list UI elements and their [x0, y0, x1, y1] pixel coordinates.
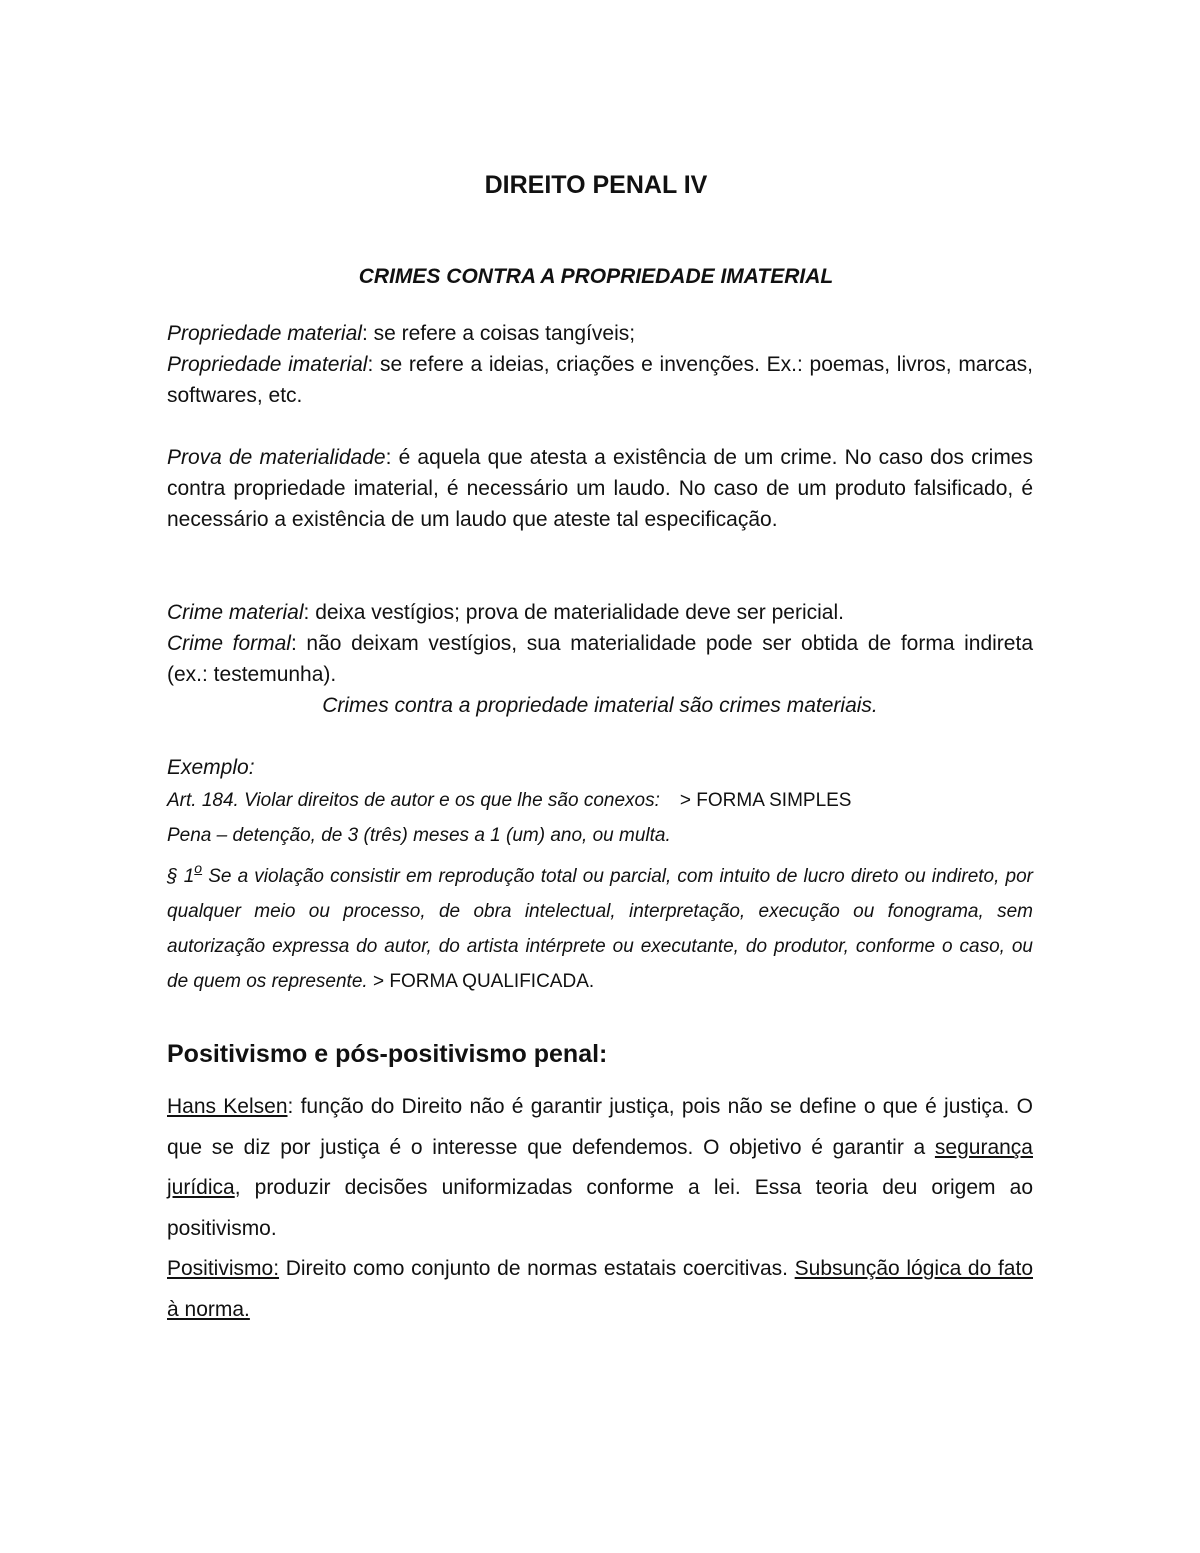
prova-block	[167, 442, 1033, 535]
paragraph-1	[167, 853, 1033, 999]
document-subtitle: CRIMES CONTRA A PROPRIEDADE IMATERIAL	[358, 265, 834, 288]
ordinal-mark: o	[194, 860, 203, 876]
term-crime-formal: Crime formal	[167, 632, 291, 655]
prova-text: : é aquela que atesta a existência de um crime. No caso dos crimes contra propriedade imaterial, é necessário um laudo. No caso de um produto falsificado, é necessário a existência de um laudo que ateste tal especificação.	[167, 446, 1033, 531]
positivismo-paragraph	[167, 1249, 1033, 1330]
prova-paragraph	[167, 442, 1033, 535]
positivismo-term: Positivismo:	[167, 1257, 280, 1280]
kelsen-name: Hans Kelsen	[167, 1095, 288, 1118]
example-label: Exemplo:	[167, 756, 255, 779]
kelsen-text-2: , produzir decisões uniformizadas conforme a lei. Essa teoria deu origem ao positivismo.	[167, 1176, 1033, 1240]
art-184	[167, 783, 1033, 818]
kelsen-text: : função do Direito não é garantir justiça, pois não se define o que é justiça. O que se diz por justiça é o interesse que defendemos. O objetivo é garantir a	[167, 1095, 1033, 1159]
pena-line	[167, 818, 1033, 853]
term-propriedade-imaterial: Propriedade imaterial	[167, 353, 368, 376]
seguranca-juridica: segurança jurídica	[167, 1135, 1033, 1199]
term-prova-materialidade: Prova de materialidade	[167, 446, 386, 469]
definition-material	[167, 318, 1033, 349]
section2	[167, 1040, 1033, 1069]
example-block	[167, 752, 1033, 999]
definition-text: : se refere a ideias, criações e invenções. Ex.: poemas, livros, marcas, softwares, etc.	[167, 353, 1033, 407]
crime-types-block	[167, 597, 1033, 721]
term-crime-material: Crime material	[167, 601, 304, 624]
definition-imaterial	[167, 349, 1033, 411]
paragraph-tag: > FORMA QUALIFICADA.	[367, 971, 595, 993]
definitions-block	[167, 318, 1033, 411]
section2-heading: Positivismo e pós-positivismo penal:	[167, 1040, 608, 1068]
definition-text: : se refere a coisas tangíveis;	[361, 322, 636, 345]
art-text: Art. 184. Violar direitos de autor e os que lhe são conexos:	[167, 790, 660, 811]
subsuncao-logica: Subsunção lógica do fato à norma.	[167, 1257, 1033, 1321]
term-propriedade-material: Propriedade material	[167, 322, 362, 345]
kelsen-paragraph	[167, 1087, 1033, 1249]
crime-material	[167, 597, 1033, 628]
document-title: DIREITO PENAL IV	[484, 171, 708, 199]
crime-material-text: : deixa vestígios; prova de materialidade deve ser pericial.	[303, 601, 844, 624]
positivismo-text: Direito como conjunto de normas estatais coercitivas.	[279, 1257, 795, 1280]
section2-body	[167, 1087, 1033, 1330]
crime-formal	[167, 628, 1033, 690]
paragraph-text: Se a violação consistir em reprodução total ou parcial, com intuito de lucro direto ou indireto, por qualquer meio ou processo, de obra intelectual, interpretação, execução ou fonograma, sem autorização expressa do autor, do artista intérprete ou executante, do produtor, conforme o caso, ou de quem os represente.	[167, 866, 1033, 993]
paragraph-symbol: § 1	[167, 866, 195, 888]
art-tag: > FORMA SIMPLES	[679, 790, 852, 811]
crime-formal-text: : não deixam vestígios, sua materialidade pode ser obtida de forma indireta (ex.: testemunha).	[167, 632, 1033, 686]
centered-statement: Crimes contra a propriedade imaterial são crimes materiais.	[322, 694, 878, 717]
pena-text: Pena – detenção, de 3 (três) meses a 1 (um) ano, ou multa.	[167, 825, 671, 846]
